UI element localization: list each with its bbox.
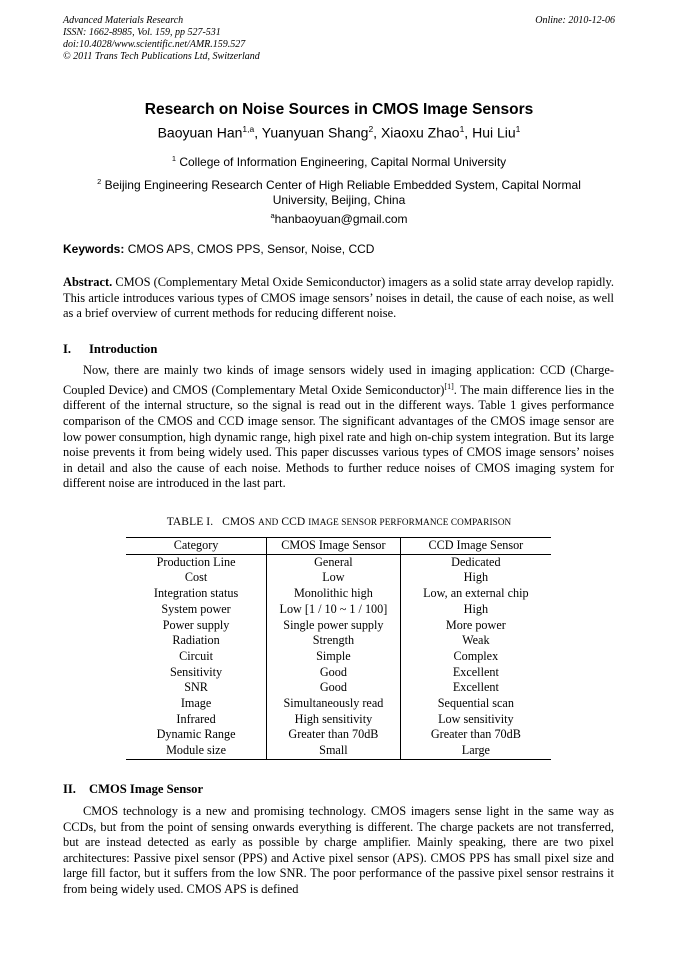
keywords-text: CMOS APS, CMOS PPS, Sensor, Noise, CCD — [127, 242, 375, 256]
author-list — [0, 124, 678, 141]
table-row — [126, 618, 551, 634]
author-sep: , — [464, 124, 473, 141]
table-label: TABLE I. — [166, 516, 214, 528]
section-number: I. — [63, 342, 72, 356]
table-cell: Simple — [267, 649, 401, 665]
keywords — [63, 242, 374, 256]
table-cell: Strength — [267, 633, 401, 649]
table-cell: Low sensitivity — [438, 711, 514, 726]
table-cell: Low [1 / 10 ~ 1 / 100] — [267, 602, 401, 618]
table-cell: Large — [461, 743, 490, 758]
column-header: Category — [126, 538, 267, 555]
intro-text-part2: . The main difference lies in the different of the internal structure, so the signal is read out in the different ways. Table 1 gives performance comparison of the CMOS and CCD image sensor. The significant advantages of the CMOS image sensor are low power consumption, high dynamic range, high pixel rate and high on-chip system integration. But its large noise prevents it from being widely used. This paper discusses various types of CMOS image sensors’ noises in detail and also the cause of each noise. Methods to further reduce noises of CMOS imaging system for different noise are introduced in the last part. — [63, 382, 614, 491]
email-text: hanbaoyuan@gmail.com — [274, 212, 408, 226]
table-cell: High — [463, 570, 489, 585]
copyright-line: © 2011 Trans Tech Publications Ltd, Switzerland — [63, 51, 260, 62]
issn-line: ISSN: 1662-8985, Vol. 159, pp 527-531 — [63, 27, 221, 38]
table-cell: Infrared — [126, 712, 267, 728]
author-name: Baoyuan Han — [157, 124, 243, 141]
table-cell: High — [463, 601, 489, 616]
table-cell: High sensitivity — [267, 712, 401, 728]
affiliation-sup: 2 — [97, 177, 102, 186]
affiliation-text: College of Information Engineering, Capital Normal University — [179, 155, 507, 169]
table-cell: Power supply — [126, 618, 267, 634]
author-email — [80, 208, 598, 227]
journal-header — [63, 15, 260, 63]
table-cell: Production Line — [126, 554, 267, 570]
table-row — [126, 554, 551, 570]
table-cell: Monolithic high — [267, 586, 401, 602]
table-row — [126, 743, 551, 759]
table-cell: Low, an external chip — [423, 586, 529, 601]
author-name: Yuanyuan Shang — [261, 124, 369, 141]
table-cell: Small — [267, 743, 401, 759]
author-sep: , — [373, 124, 381, 141]
section-number: II. — [63, 782, 76, 796]
table-row — [126, 570, 551, 586]
author-name: Hui Liu — [472, 124, 516, 141]
author-sup: 1 — [515, 124, 521, 134]
affiliation-sup: 1 — [171, 154, 176, 163]
table-cell: System power — [126, 602, 267, 618]
performance-table — [126, 537, 551, 760]
online-date: Online: 2010-12-06 — [535, 15, 615, 26]
column-header: CCD Image Sensor — [428, 538, 524, 552]
table-caption — [0, 516, 678, 528]
section-title: CMOS Image Sensor — [89, 782, 204, 796]
section-title: Introduction — [89, 342, 158, 356]
table-header-row — [126, 538, 551, 555]
keywords-label: Keywords: — [63, 242, 125, 256]
table-cell: More power — [445, 617, 506, 632]
column-header: CMOS Image Sensor — [267, 538, 401, 555]
caption-part-d: IMAGE SENSOR PERFORMANCE COMPARISON — [308, 517, 512, 527]
author-sup: 1 — [459, 124, 465, 134]
table-cell: Simultaneously read — [267, 696, 401, 712]
table-row — [126, 586, 551, 602]
journal-name: Advanced Materials Research — [63, 15, 184, 26]
table-cell: Cost — [126, 570, 267, 586]
table-cell: Dynamic Range — [126, 727, 267, 743]
caption-part-c: CCD — [281, 516, 306, 528]
table-row — [126, 727, 551, 743]
table-cell: Good — [267, 680, 401, 696]
introduction-paragraph — [63, 363, 614, 492]
caption-part-a: CMOS — [222, 516, 256, 528]
table-cell: Greater than 70dB — [267, 727, 401, 743]
author-sep: , — [254, 124, 262, 141]
table-cell: Module size — [126, 743, 267, 759]
table-row — [126, 633, 551, 649]
table-row — [126, 649, 551, 665]
author-name: Xiaoxu Zhao — [380, 124, 460, 141]
table-cell: General — [267, 554, 401, 570]
author-sup: 1,a — [242, 124, 255, 134]
intro-text-part1: Now, there are mainly two kinds of image sensors widely used in imaging application: CCD (Charge-Coupled Device) and CMOS (Complementary Metal Oxide Semiconductor) — [63, 363, 614, 397]
table-row — [126, 696, 551, 712]
author-sup: 2 — [368, 124, 374, 134]
abstract — [63, 275, 614, 322]
table-cell: Radiation — [126, 633, 267, 649]
table-cell: Complex — [453, 648, 499, 663]
table-cell: Good — [267, 665, 401, 681]
table-row — [126, 665, 551, 681]
cmos-paragraph: CMOS technology is a new and promising technology. CMOS imagers sense light in the same way as CCDs, but from the point of sensing onwards everything is different. The charge packets are not transferred, but are instead detected as early as possible by charge amplifier. Mainly speaking, there are two pixel architectures: Passive pixel sensor (PPS) and Active pixel sensor (APS). CMOS PPS has small pixel size and large fill factor, but it suffers from the low SNR. The poor performance of the passive pixel sensor restrains it from being widely used. CMOS APS is defined — [63, 804, 614, 896]
table-cell: Dedicated — [451, 554, 501, 569]
table-row — [126, 680, 551, 696]
table-row — [126, 602, 551, 618]
table-cell: Greater than 70dB — [430, 727, 521, 742]
table-cell: Weak — [462, 633, 490, 648]
table-cell: SNR — [126, 680, 267, 696]
table-cell: Sensitivity — [126, 665, 267, 681]
paper-title: Research on Noise Sources in CMOS Image Sensors — [144, 101, 534, 118]
section-heading-introduction — [63, 342, 157, 357]
table-cell: Excellent — [452, 664, 499, 679]
abstract-text: CMOS (Complementary Metal Oxide Semiconductor) imagers as a solid state array develop rapidly. This article introduces various types of CMOS image sensors’ noises in detail, the cause of each noise, as well as a brief overview of current methods for reducing different noise. — [63, 275, 614, 321]
citation: [1] — [444, 381, 454, 391]
table-cell: Excellent — [452, 680, 499, 695]
section-heading-cmos-image-sensor — [63, 782, 203, 797]
table-cell: Circuit — [126, 649, 267, 665]
doi-line: doi:10.4028/www.scientific.net/AMR.159.527 — [63, 39, 246, 50]
affiliation-2 — [80, 174, 598, 208]
abstract-label: Abstract. — [63, 275, 113, 289]
affiliation-text: Beijing Engineering Research Center of High Reliable Embedded System, Capital Normal University, Beijing, China — [104, 178, 581, 207]
email-sup: a — [270, 211, 275, 220]
table-cell: Low — [267, 570, 401, 586]
table-cell: Integration status — [126, 586, 267, 602]
table-cell: Image — [126, 696, 267, 712]
caption-part-b: AND — [258, 517, 279, 527]
affiliation-1 — [80, 151, 598, 170]
table-cell: Sequential scan — [437, 696, 514, 711]
table-row — [126, 712, 551, 728]
table-cell: Single power supply — [267, 618, 401, 634]
